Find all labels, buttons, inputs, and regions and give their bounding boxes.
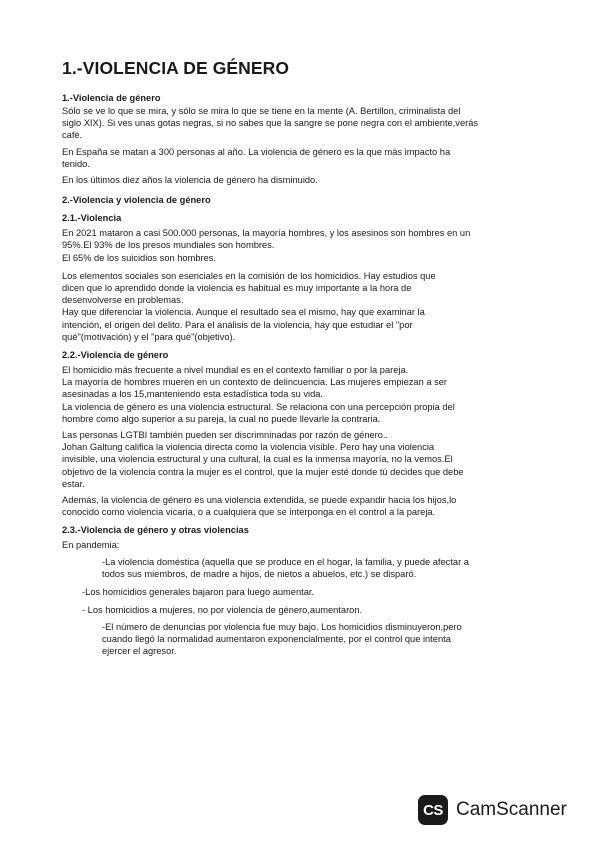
list-item: - Los homicidios a mujeres, no por violencia de género,aumentaron. [82,605,363,616]
document-title: 1.-VIOLENCIA DE GÉNERO [62,58,290,78]
section-1-heading: 1.-Violencia de género [62,93,161,103]
paragraph-line: Los elementos sociales son esenciales en la comisión de los homicidios. Hay estudios que [62,270,436,281]
paragraph-line: tenido. [62,158,90,169]
section-2-2-heading: 2.2.-Violencia de género [62,350,169,361]
paragraph-line: conocido como violencia vicaria, o a cualquiera que se interponga en el control a la pareja. [62,507,436,518]
section-2-1-heading: 2.1.-Violencia [62,213,122,224]
paragraph-line: dicen que lo aprendido donde la violencia es habitual es muy importante a la hora de [62,283,412,294]
camscanner-brand-name: CamScanner [456,799,567,820]
paragraph-line: En los últimos diez años la violencia de género ha disminuido. [62,175,318,186]
paragraph-line: objetivo de la violencia contra la mujer es el control, que la mujer esté donde tú decides que debe [62,466,464,477]
paragraph-line: invisible, una violencia estructural y una cultural, la cual es la inmensa mayoría, no la vemos.El [62,454,453,465]
list-item-line: cuando llegó la normalidad aumentaron exponencialmente, por el control que intenta [102,633,451,644]
paragraph-line: asesinadas a los 15,manteniendo esta estadística toda su vida. [62,389,323,400]
paragraph-line: Hay que diferenciar la violencia. Aunque el resultado sea el mismo, hay que examinar la [62,307,425,318]
list-item-line: ejercer el agresor. [102,645,177,656]
list-item-line: todos sus miembros, de madre a hijos, de nietos a abuelos, etc.) se disparó. [102,568,417,579]
paragraph-line: En 2021 mataron a casi 500.000 personas, la mayoría hombres, y los asesinos son hombres en un [62,228,471,239]
paragraph-line: hombre como algo superior a su pareja, la cual no puede llevarle la contraria. [62,413,381,424]
section-2-heading: 2.-Violencia y violencia de género [62,195,211,206]
paragraph-line: El 65% de los suicidios son hombres. [62,252,216,263]
camscanner-watermark [418,795,588,825]
paragraph-line: intención, el origen del delito. Para el análisis de la violencia, hay que estudiar el "por [62,319,413,330]
paragraph-line: En España se matan a 300 personas al año. La violencia de género es la que más impacto ha [62,146,451,157]
paragraph-line: qué"(motivación) y el "para qué"(objetivo). [62,331,236,342]
paragraph-line: En pandemia: [62,540,120,551]
paragraph-line: El homicidio más frecuente a nivel mundial es en el contexto familiar o por la pareja. [62,365,409,376]
paragraph-line: desenvolverse en problemas. [62,295,184,306]
paragraph-line: café. [62,130,83,141]
paragraph-line: Las personas LGTBI también pueden ser discrimninadas por razón de género.. [62,430,389,441]
paragraph-line: siglo XIX). Si ves unas gotas negras, si no sabes que la sangre se pone negra con el ambiente,verás [62,118,479,129]
paragraph-line: La mayoría de hombres mueren en un contexto de delincuencia. Las mujeres empiezan a ser [62,377,448,388]
paragraph-line: La violencia de género es una violencia estructural. Se relaciona con una percepción propia del [62,401,455,412]
camscanner-logo-icon: CS [418,795,448,825]
list-item: -Los homicidios generales bajaron para luego aumentar. [82,587,315,598]
paragraph-line: estar. [62,478,85,489]
section-2-3-heading: 2.3.-Violencia de género y otras violencias [62,525,249,536]
paragraph-line: 95%.El 93% de los presos mundiales son hombres. [62,240,275,251]
list-item-line: -La violencia doméstica (aquella que se produce en el hogar, la familia, y puede afectar a [102,556,469,567]
document-content [62,58,538,657]
paragraph-line: Johan Galtung califica la violencia directa como la violencia visible. Pero hay una violencia [62,442,435,453]
paragraph-line: Además, la violencia de género es una violencia extendida, se puede expandir hacia los hijos,lo [62,495,457,506]
paragraph-line: Sólo se ve lo que se mira, y sólo se mira lo que se tiene en la mente (A. Bertillon, criminalista del [62,106,461,116]
list-item-line: -El número de denuncias por violencia fue muy bajo. Los homicidios disminuyeron,pero [102,621,462,632]
